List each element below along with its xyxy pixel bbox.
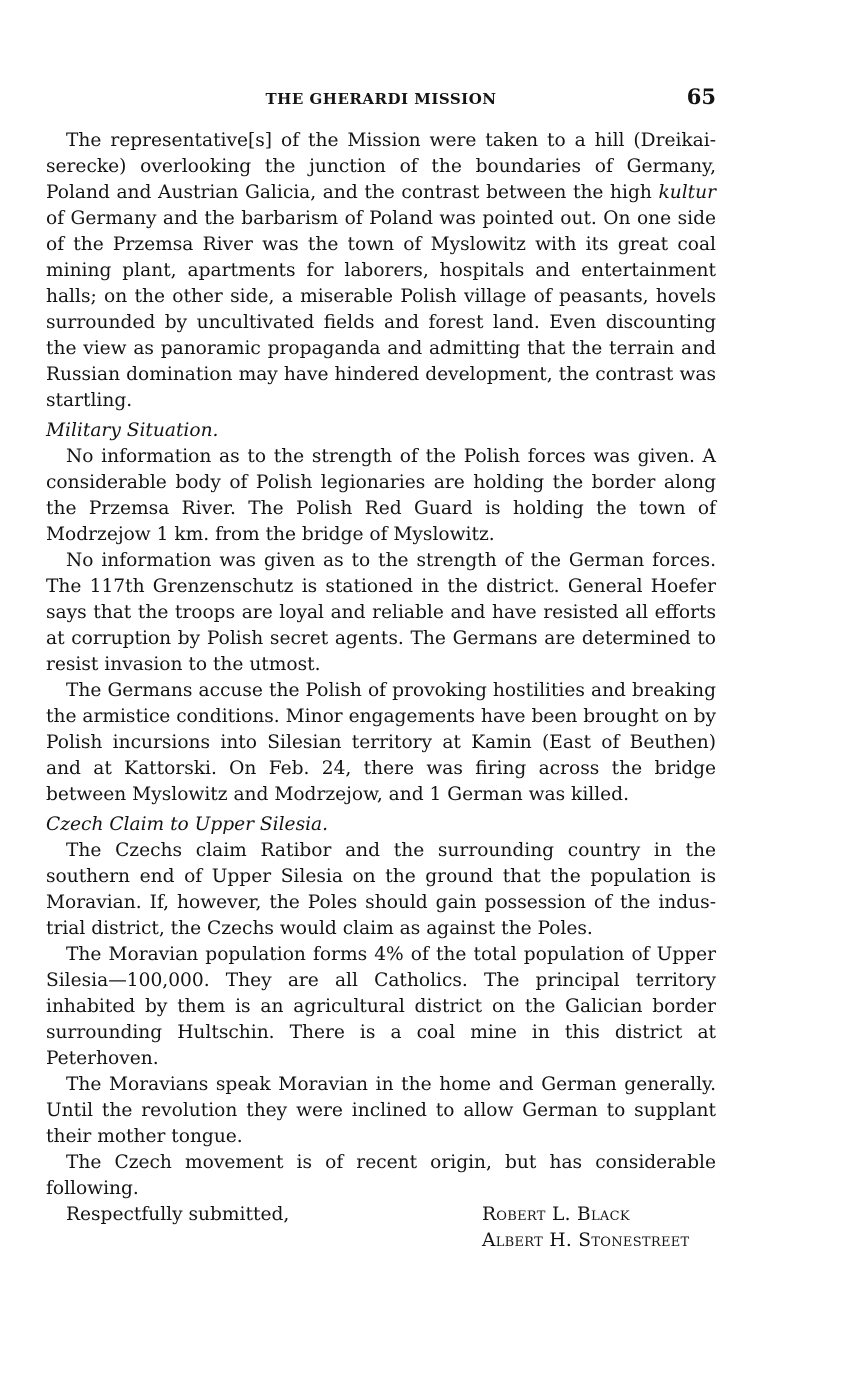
- paragraph-moravian-population: The Moravian population forms 4% of the total population of Upper Silesia—100,000. They are all Catholics. The principal territory inhabited by them is an agricultural district on the Galician border surrounding Hultschin. There is a coal mine in this district at Peterhoven.: [46, 944, 716, 1069]
- section-heading-military-situation: Military Situation.: [46, 420, 219, 441]
- kultur-emphasis: kultur: [658, 182, 716, 203]
- running-head: [46, 84, 716, 114]
- section-heading-czech-claim: Czech Claim to Upper Silesia.: [46, 814, 329, 835]
- signatory-black: Robert L. Black: [482, 1204, 630, 1225]
- paragraph-czech-movement: The Czech movement is of recent origin, but has considerable following.: [46, 1152, 716, 1199]
- running-title: THE GHERARDI MISSION: [265, 90, 497, 108]
- paragraph-hostilities: The Germans accuse the Polish of provoking hostilities and breaking the armistice conditions. Minor engagements have been brought on by Polish incursions into Silesian territory at Kamin (East of Beuthen) and at Kattorski. On Feb. 24, there was firing across the bridge between Myslowitz and Modrzejow, and 1 German was killed.: [46, 680, 716, 805]
- paragraph-text: The representative[s] of the Mission were taken to a hill (Dreikaiserecke) overlooking the junction of the boundaries of Germany, Poland and Austrian Galicia, and the contrast between the high: [46, 130, 716, 203]
- closing-line: Respectfully submitted,: [66, 1204, 290, 1225]
- paragraph-text: of Germany and the barbarism of Poland was pointed out. On one side of the Przemsa River was the town of Myslowitz with its great coal mining plant, apartments for laborers, hospitals and entertainment halls; on the other side, a miserable Polish village of peasants, hovels surrounded by uncultivated fields and forest land. Even discounting the view as panoramic propaganda and admitting that the terrain and Russian domination may have hindered development, the contrast was startling.: [46, 208, 716, 411]
- document-page: [46, 84, 716, 1258]
- signatory-stonestreet: Albert H. Stonestreet: [482, 1230, 690, 1251]
- paragraph-polish-forces: No information as to the strength of the Polish forces was given. A considerable body of Polish legionaries are holding the border along the Przemsa River. The Polish Red Guard is holding the town of Modrzejow 1 km. from the bridge of Myslowitz.: [46, 446, 716, 545]
- paragraph-dreikaiserecke: [46, 128, 716, 414]
- page-number: 65: [686, 84, 716, 109]
- paragraph-czech-claim: The Czechs claim Ratibor and the surrounding country in the southern end of Upper Silesia on the ground that the population is Moravian. If, however, the Poles should gain possession of the industrial district, the Czechs would claim as against the Poles.: [46, 840, 716, 939]
- paragraph-german-forces: No information was given as to the strength of the German forces. The 117th Grenzenschutz is stationed in the district. General Hoefer says that the troops are loyal and reliable and have resisted all efforts at corruption by Polish secret agents. The Germans are determined to resist invasion to the utmost.: [46, 550, 716, 675]
- signoff-block: [46, 1202, 716, 1258]
- paragraph-moravian-language: The Moravians speak Moravian in the home and German generally. Until the revolution they were inclined to allow German to supplant their mother tongue.: [46, 1074, 716, 1147]
